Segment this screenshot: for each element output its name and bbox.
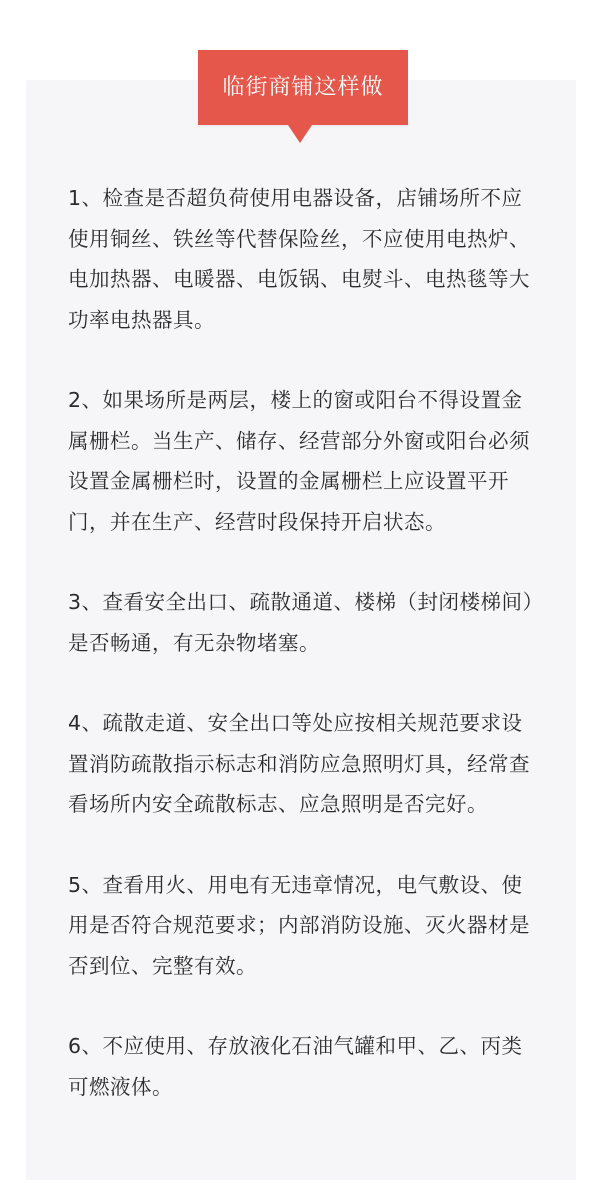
title-pointer [288, 125, 312, 143]
tips-list [68, 178, 538, 1147]
tip-item-1: 1、检查是否超负荷使用电器设备，店铺场所不应使用铜丝、铁丝等代替保险丝，不应使用电热炉、电加热器、电暖器、电饭锅、电熨斗、电热毯等大功率电热器具。 [68, 186, 530, 332]
tip-item-5: 5、查看用火、用电有无违章情况，电气敷设、使用是否符合规范要求；内部消防设施、灭火器材是否到位、完整有效。 [68, 872, 530, 978]
tip-item-2: 2、如果场所是两层，楼上的窗或阳台不得设置金属栅栏。当生产、储存、经营部分外窗或阳台必须设置金属栅栏时，设置的金属栅栏上应设置平开门，并在生产、经营时段保持开启状态。 [68, 388, 530, 534]
tip-item-4: 4、疏散走道、安全出口等处应按相关规范要求设置消防疏散指示标志和消防应急照明灯具，经常查看场所内安全疏散标志、应急照明是否完好。 [68, 711, 530, 816]
title-badge [198, 50, 408, 125]
tip-item-3: 3、查看安全出口、疏散通道、楼梯（封闭楼梯间）是否畅通，有无杂物堵塞。 [68, 590, 534, 655]
tip-item-6: 6、不应使用、存放液化石油气罐和甲、乙、丙类可燃液体。 [68, 1034, 523, 1099]
page-title: 临街商铺这样做 [222, 75, 384, 100]
